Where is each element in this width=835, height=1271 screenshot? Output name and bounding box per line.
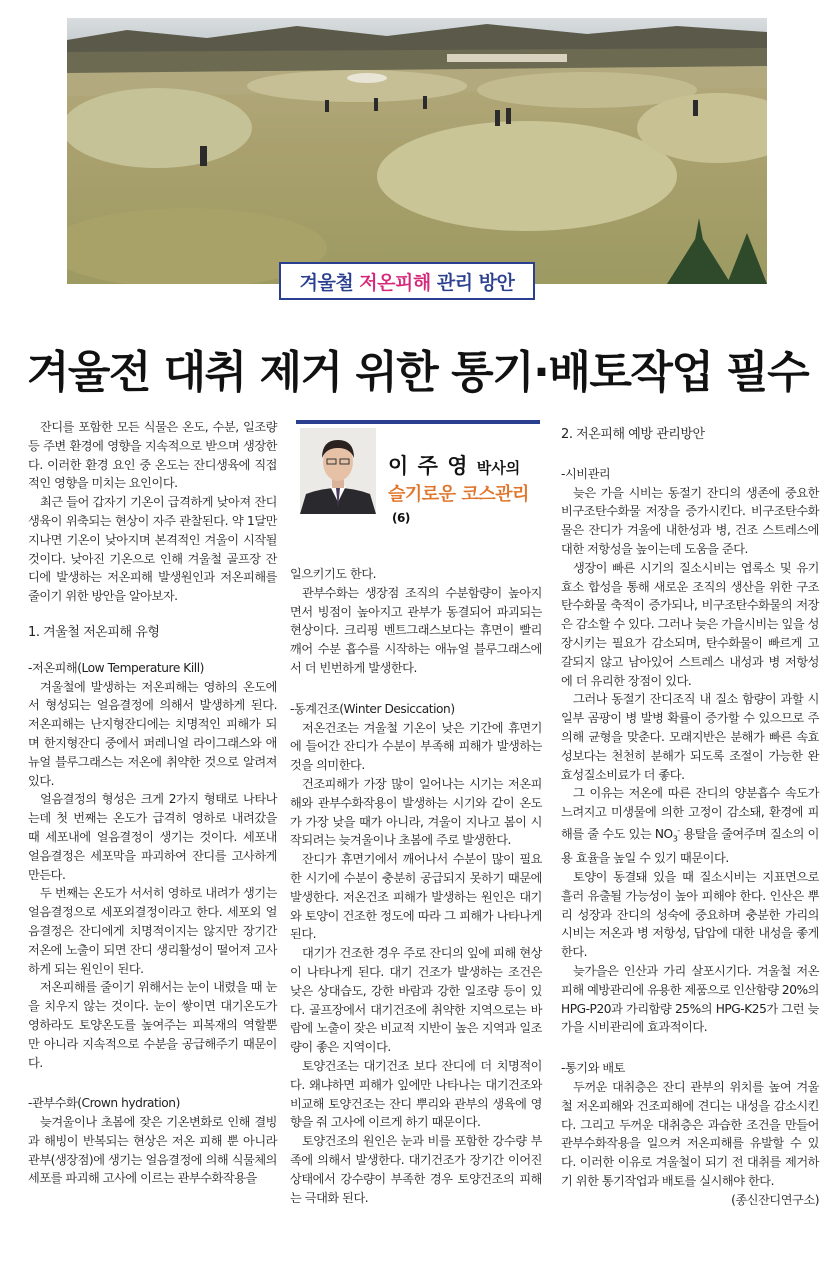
tag-part1: 겨울철 [299, 271, 354, 294]
series-name-text: 슬기로운 코스관리 [388, 484, 529, 505]
paragraph: 저온건조는 겨울철 기온이 낮은 기간에 휴면기에 들어간 잔디가 수분이 부족해 피해가 발생하는 것을 의미한다. [290, 720, 542, 773]
golf-course-photo [67, 18, 767, 284]
superscript: - [677, 825, 680, 835]
paragraph: 관부수화는 생장점 조직의 수분함량이 높아지면서 빙점이 높아지고 관부가 동결되어 파괴되는 현상이다. 크리핑 벤트그래스보다는 휴면이 빨리 깨어 수분 흡수를 시작하는 애뉴얼 블루그래스에서 더 빈번하게 발생한다. [290, 585, 542, 675]
paragraph: 두꺼운 대취층은 잔디 관부의 위치를 높여 겨울철 저온피해와 건조피해에 견디는 내성을 감소시킨다. 그리고 두꺼운 대취층은 과습한 조건을 만들어 관부수화작용을 일으켜 저온피해를 유발할 수 있다. 이러한 이유로 겨울철이 되기 전 대취를 제거하기 위한 통기작업과 배토를 실시해야 한다. [561, 1080, 819, 1188]
author-portrait [300, 428, 376, 514]
paragraph: 그러나 동절기 잔디조직 내 질소 함량이 과할 시 일부 곰팡이 병 발병 확률이 증가할 수 있으므로 주의해 균형을 맞춘다. 모래지반은 분해가 빠른 속효성보다는 천천히 분해가 되도록 조절이 가능한 완효성질소비료가 더 좋다. [561, 692, 819, 782]
subheading: -관부수화(Crown hydration) [28, 1096, 180, 1111]
author-byline [296, 420, 540, 525]
paragraph: 대기가 건조한 경우 주로 잔디의 잎에 피해 현상이 나타나게 된다. 대기 건조가 발생하는 조건은 낮은 상대습도, 강한 바람과 강한 일조량 등이 있다. 골프장에서 대기건조에 취약한 지역으로는 바람에 노출이 잦은 비교적 지반이 높은 지역과 일조량이 좋은 지역이다. [290, 946, 542, 1055]
paragraph: 두 번째는 온도가 서서히 영하로 내려가 생기는 얼음결정으로 세포외결정이라고 한다. 세포외 얼음결정은 잔디에게 치명적이지는 않지만 장기간 저온에 노출이 되면 잔디 생리활성이 떨어져 고사하게 되는 원인이 된다. [28, 886, 277, 976]
section-heading: 1. 겨울철 저온피해 유형 [28, 624, 160, 640]
paragraph: 저온피해를 줄이기 위해서는 눈이 내렸을 때 눈을 치우지 않는 것이다. 눈이 쌓이면 대기온도가 영하라도 토양온도를 높여주는 피복재의 역할뿐만 아니라 지속적으로 수분을 공급해주기 때문이다. [28, 980, 277, 1070]
author-title: 박사의 [476, 459, 521, 477]
paragraph: 일으키기도 한다. [290, 567, 377, 581]
subheading: -동계건조(Winter Desiccation) [290, 701, 455, 716]
paragraph [561, 784, 819, 868]
column-3 [561, 418, 819, 1210]
paragraph: 얼음결정의 형성은 크게 2가지 형태로 나타나는데 첫 번째는 온도가 급격히 영하로 내려갔을 때 세포내에 얼음결정이 생기는 것이다. 세포내 얼음결정은 세포막을 파괴하여 잔디를 고사하게 만든다. [28, 792, 277, 882]
paragraph: 잔디가 휴면기에서 깨어나서 수분이 많이 필요한 시기에 수분이 충분히 공급되지 못하기 때문에 발생한다. 저온건조 피해가 발생하는 원인은 대기와 토양이 건조한 정도에 따라 그 피해가 나타나게 된다. [290, 852, 542, 942]
author-name-text: 이 주 영 [388, 454, 469, 478]
series-number: (6) [392, 511, 410, 525]
subscript: 3 [672, 834, 678, 844]
tag-part2: 저온피해 [359, 271, 431, 294]
text-run: 그 이유는 저온에 따른 잔디의 양분흡수 속도가 느려지고 미생물에 의한 고정이 감소돼, 환경에 피해를 줄 수도 있는 NO [561, 786, 819, 841]
tag-part3: 관리 방안 [436, 271, 515, 294]
paragraph: 겨울철에 발생하는 저온피해는 영하의 온도에서 형성되는 얼음결정에 의해서 발생하게 된다. 저온피해는 난지형잔디에는 치명적인 피해가 되며 한지형잔디 중에서 퍼레니얼 라이그래스와 애뉴얼 블루그래스는 저온에 취약한 것으로 알려져 있다. [28, 679, 277, 788]
paragraph: 최근 들어 갑자기 기온이 급격하게 낮아져 잔디생육이 위축되는 현상이 자주 관찰된다. 약 1달만 지나면 기온이 낮아지며 본격적인 겨울이 시작될 것이다. 낮아진 기온으로 인해 겨울철 골프장 잔디에 발생하는 저온피해 발생원인과 저온피해를 줄이기 위한 방안을 알아보자. [28, 495, 277, 604]
credit: (종신잔디연구소) [731, 1192, 819, 1207]
paragraph: 늦겨울이나 초봄에 잦은 기온변화로 인해 결빙과 해빙이 반복되는 현상은 저온 피해 뿐 아니라 관부(생장점)에 생기는 얼음결정에 의해 식물체의 세포를 파괴해 고사에 이르는 관부수화작용을 [28, 1115, 277, 1186]
byline-rule [296, 420, 540, 424]
paragraph: 토양건조는 대기건조 보다 잔디에 더 치명적이다. 왜냐하면 피해가 잎에만 나타나는 대기건조와 비교해 토양건조는 잔디 뿌리와 관부의 생육에 영향을 줘 고사에 이르게 하기 때문이다. [290, 1058, 542, 1130]
series-name [388, 480, 540, 527]
column-2 [290, 565, 542, 1207]
paragraph: 토양건조의 원인은 눈과 비를 포함한 강수량 부족에 의해서 발생한다. 대기건조가 장기간 이어진 상태에서 강수량이 부족한 경우 토양건조의 피해는 극대화 된다. [290, 1134, 542, 1205]
paragraph: 생장이 빠른 시기의 질소시비는 엽록소 및 유기효소 합성을 통해 새로운 조직의 생산을 위한 구조탄수화물 축적이 증가되나, 비구조탄수화물의 저장은 감소할 수 있다. 그러나 늦은 가을시비는 잎을 성장시키는 필요가 감소되며, 탄수화물이 빠르게 고갈되지 않고 남아있어 스트레스 내성과 병 저항성에 더 유리한 장점이 있다. [561, 560, 819, 688]
paragraph: 토양이 동결돼 있을 때 질소시비는 지표면으로 흘러 유출될 가능성이 높아 피해야 한다. 인산은 뿌리 성장과 잔디의 성숙에 중요하며 충분한 가리의 시비는 저온과 병 저항성, 답압에 대한 내성을 좋게 한다. [561, 870, 819, 960]
subheading: -통기와 배토 [561, 1061, 625, 1076]
paragraph: 잔디를 포함한 모든 식물은 온도, 수분, 일조량 등 주변 환경에 영향을 지속적으로 받으며 생장한다. 이러한 환경 요인 중 온도는 잔디생육에 직접적인 영향을 미치는 요인이다. [28, 420, 277, 491]
paragraph: 건조피해가 가장 많이 일어나는 시기는 저온피해와 관부수화작용이 발생하는 시기와 같이 온도가 가장 낮을 때가 아니라, 겨울이 지나고 봄이 시작되려는 늦겨울이나 초봄에 주로 발생한다. [290, 776, 542, 848]
section-heading: 2. 저온피해 예방 관리방안 [561, 427, 705, 442]
subheading: -시비관리 [561, 466, 611, 481]
headline: 겨울전 대취 제거 위한 통기·배토작업 필수 [26, 347, 809, 398]
text-run: 용탈을 줄여주며 질소의 이용 효율을 높일 수 있기 때문이다. [561, 827, 819, 866]
paragraph: 늦가을은 인산과 가리 살포시기다. 겨울철 저온피해 예방관리에 유용한 제품으로 인산함량 20%의 HPG-P20과 가리함량 25%의 HPG-K25가 그런 늦가을 시비관리에 효과적이다. [561, 964, 819, 1035]
author-name [388, 450, 520, 480]
series-tag [279, 262, 535, 300]
paragraph: 늦은 가을 시비는 동절기 잔디의 생존에 중요한 비구조탄수화물 저장을 증가시킨다. 비구조탄수화물은 잔디가 겨울에 내한성과 병, 건조 스트레스에 대한 저항성을 높이는데 도움을 준다. [561, 485, 819, 556]
column-1 [28, 418, 277, 1188]
subheading: -저온피해(Low Temperature Kill) [28, 660, 204, 675]
